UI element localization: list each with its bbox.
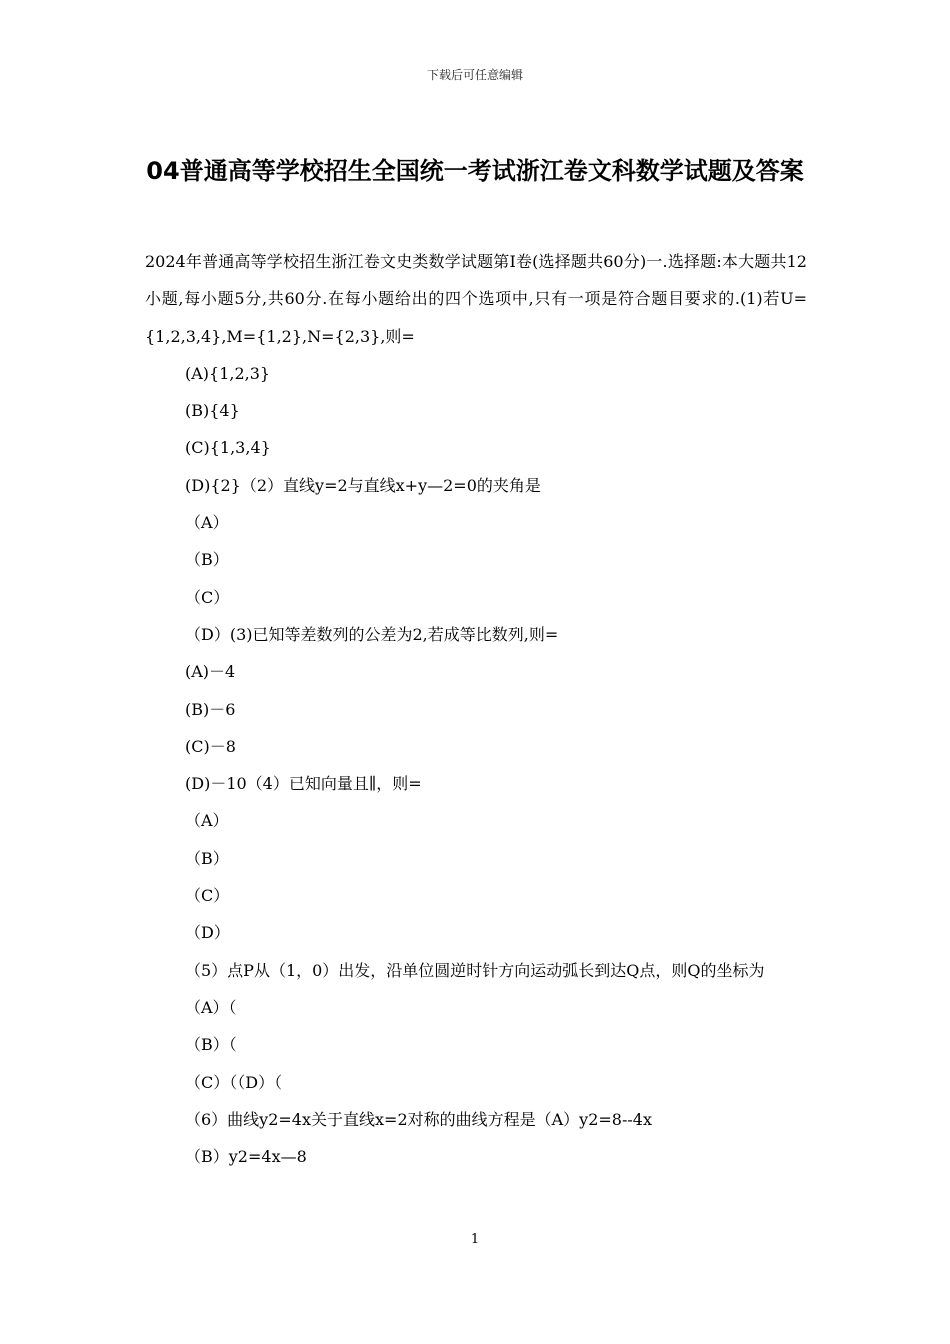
option-line: （A） [185,811,229,831]
option-line: (C)－8 [185,736,236,756]
option-line: （B） [185,550,229,570]
option-line: （D） [185,923,230,943]
option-line: (B)－6 [185,699,236,719]
option-line: （A）（ [185,997,237,1017]
option-line: (C){1,3,4} [185,438,271,458]
option-line: （B）（ [185,1035,237,1055]
option-line: （B）y2=4x—8 [185,1147,307,1167]
option-line: （C） [185,886,230,906]
option-line: (A)－4 [185,662,236,682]
option-line: (B){4} [185,401,240,421]
option-line: (D)－10（4）已知向量且∥，则= [185,774,422,794]
option-line: （D）(3)已知等差数列的公差为2,若成等比数列,则= [185,624,559,644]
option-line: （A） [185,513,229,533]
intro-paragraph: 2024年普通高等学校招生浙江卷文史类数学试题第Ⅰ卷(选择题共60分)一.选择题:本大题共12小题,每小题5分,共60分.在每小题给出的四个选项中,只有一项是符合题目要求的.(1)若U={1,2,3,4},M={1,2},N={2,3},则= [145,252,807,346]
option-line: (D){2}（2）直线y=2与直线x+y—2=0的夹角是 [185,475,541,495]
question-6: （6）曲线y2=4x关于直线x=2对称的曲线方程是（A）y2=8--4x [185,1109,652,1129]
option-line: （C） [185,587,230,607]
page-header: 下载后可任意编辑 [426,68,523,82]
option-line: （B） [185,848,229,868]
document-title: 04普通高等学校招生全国统一考试浙江卷文科数学试题及答案 [146,157,804,185]
question-5: （5）点P从（1，0）出发，沿单位圆逆时针方向运动弧长到达Q点，则Q的坐标为 [185,960,765,980]
option-line: (A){1,2,3} [185,363,271,383]
document-body [145,243,807,1175]
page-number: 1 [470,1232,480,1247]
option-line: （C）（（D）（ [185,1072,283,1092]
